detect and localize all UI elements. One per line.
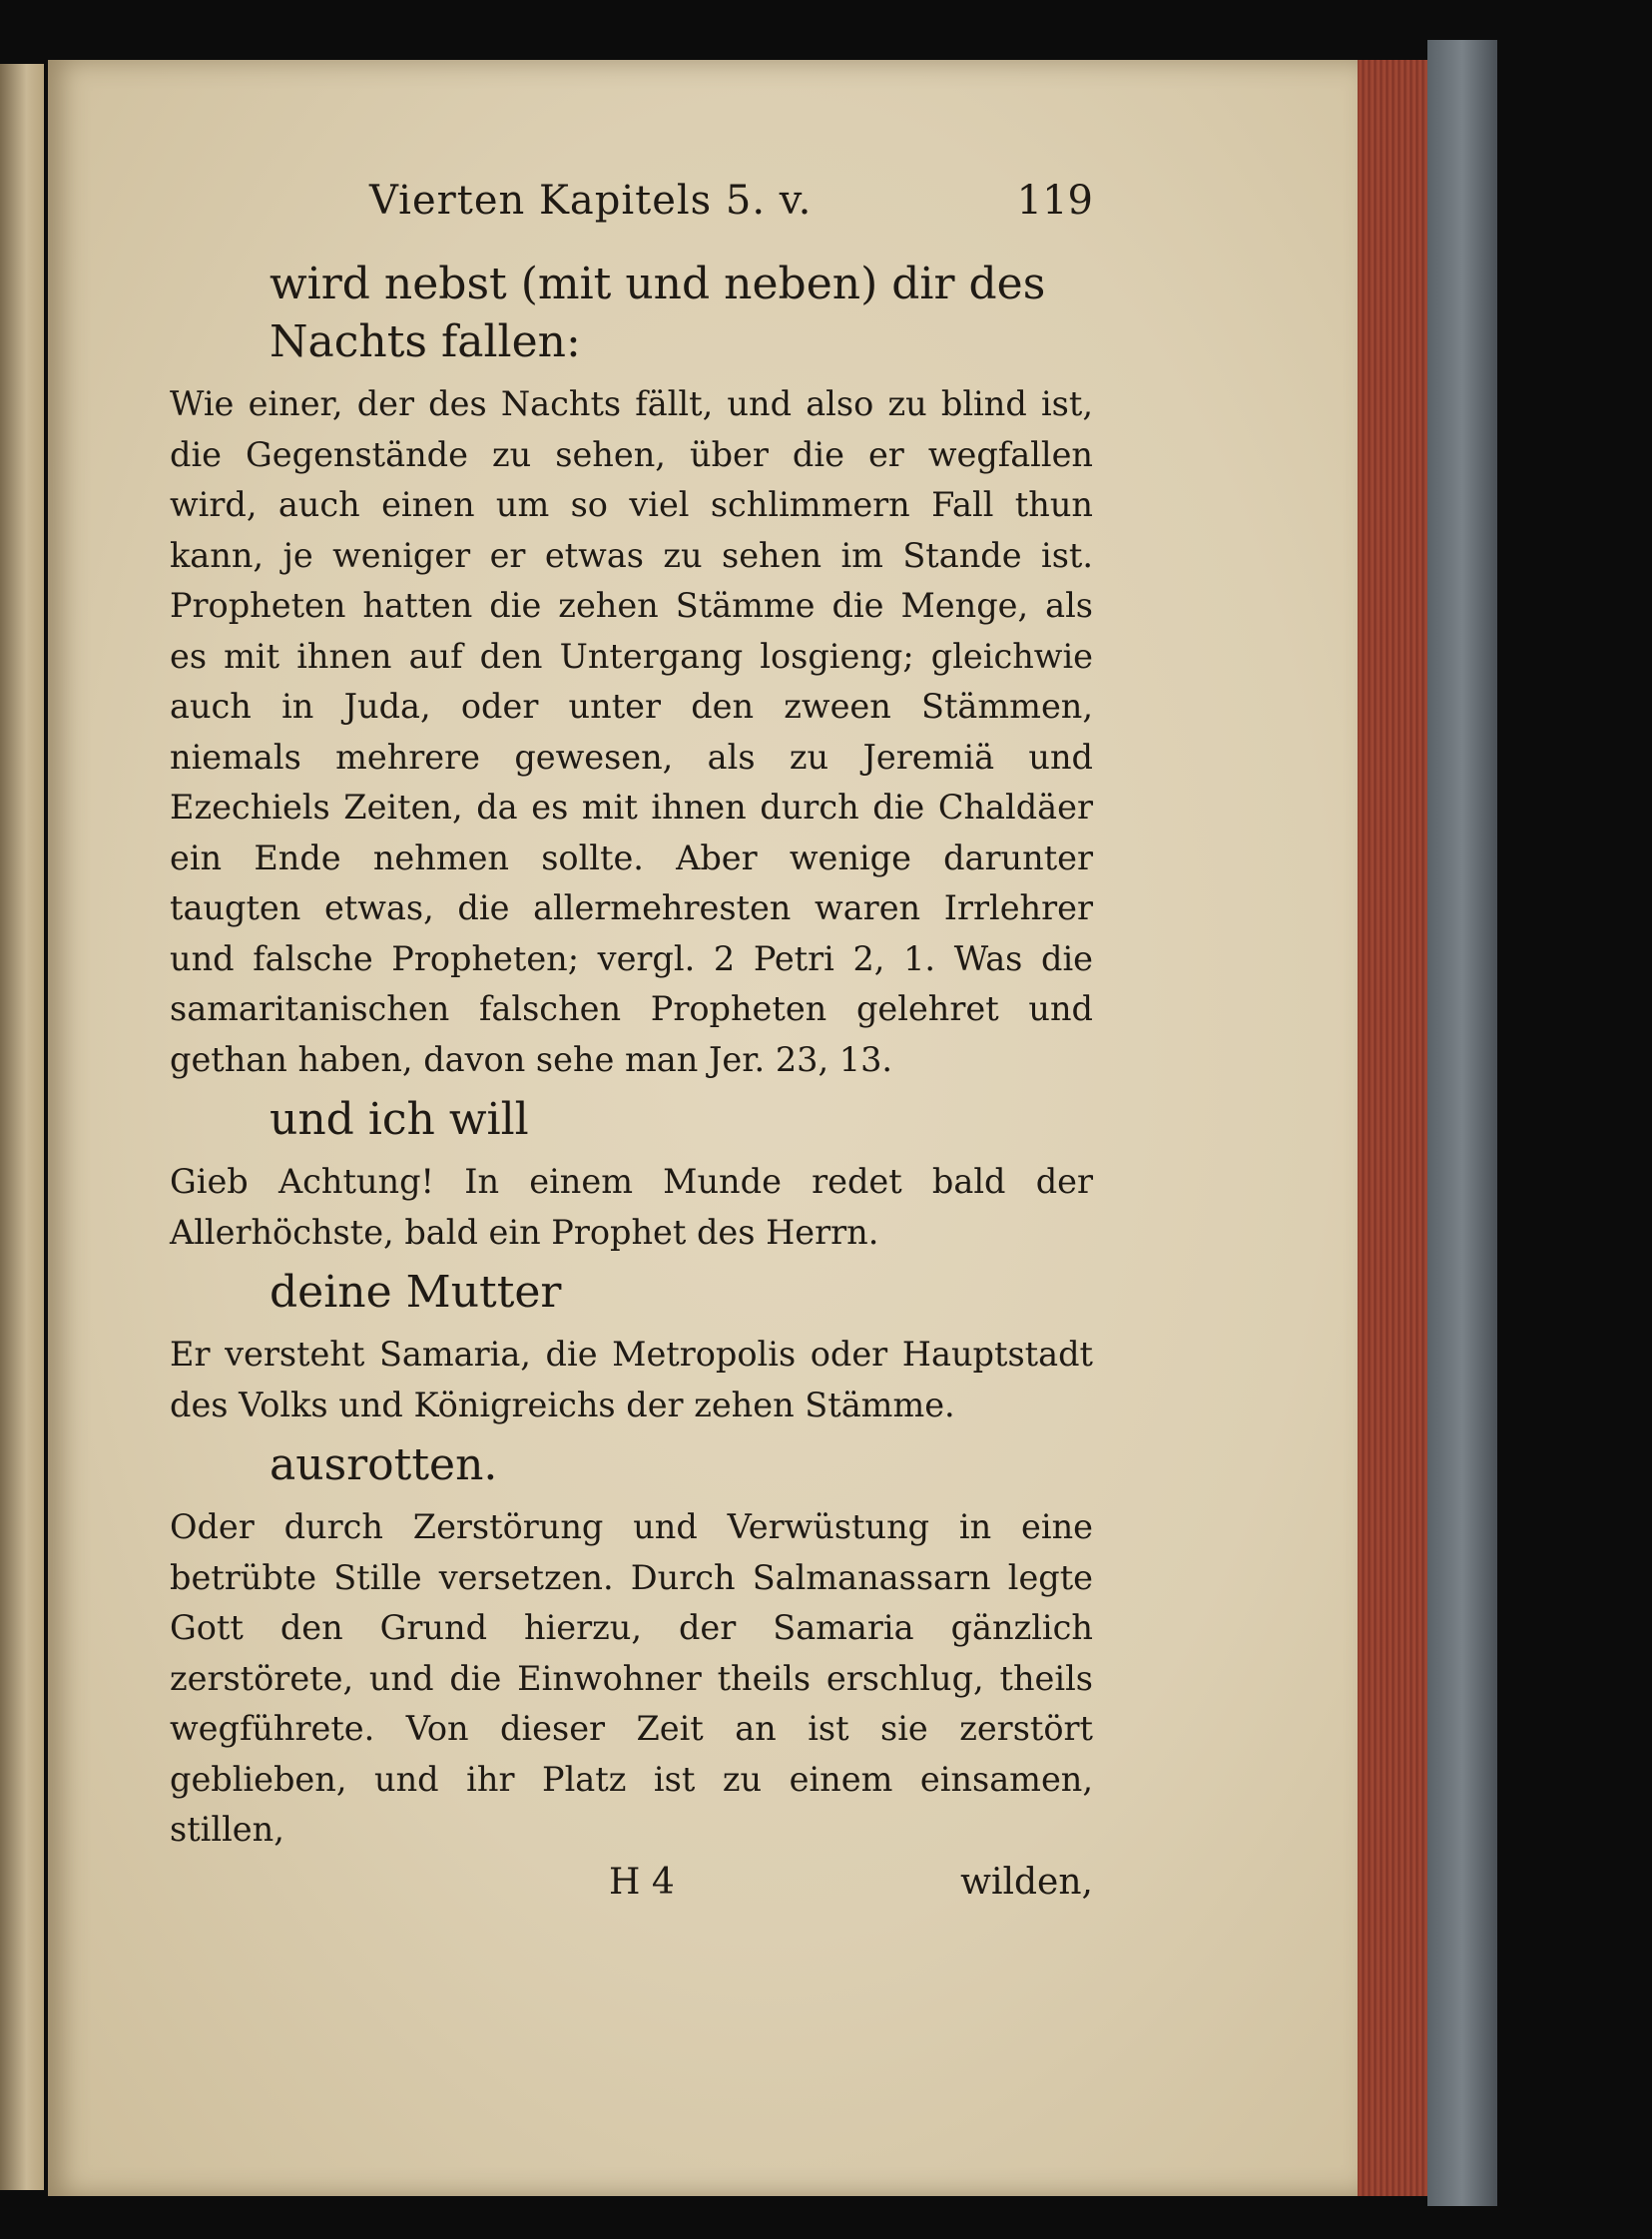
gloss-paragraph: Er versteht Samaria, die Metropolis oder Hauptstadt des Volks und Königreichs der zehen Stämme. — [170, 1335, 1093, 1424]
red-fore-edge — [1358, 60, 1427, 2196]
previous-page-edge — [0, 64, 44, 2190]
gloss-paragraph: Oder durch Zerstörung und Verwüstung in eine betrübte Stille versetzen. Durch Salmanassarn legte Gott den Grund hierzu, der Samaria gänzlich zerstörete, und die Einwohner theils erschlug, theils wegführete. Von dieser Zeit an ist sie zerstört geblieben, und ihr Platz ist zu einem einsamen, stillen, — [170, 1507, 1093, 1849]
catchword: wilden, — [960, 1861, 1093, 1903]
running-head-title: Vierten Kapitels 5. v. — [369, 178, 813, 224]
book-cover-board — [1427, 40, 1497, 2206]
signature-mark: H 4 — [609, 1861, 675, 1903]
running-head — [170, 178, 1093, 250]
lemma: deine Mutter — [270, 1267, 562, 1318]
page-number: 119 — [1016, 178, 1093, 224]
page-footer — [170, 1862, 1093, 1903]
gloss-paragraph: Gieb Achtung! In einem Munde redet bald der Allerhöchste, bald ein Prophet des Herrn. — [170, 1162, 1093, 1252]
lemma: wird nebst (mit und neben) dir des Nachts fallen: — [270, 259, 1046, 367]
lemma: und ich will — [270, 1094, 529, 1145]
page-text — [170, 178, 1093, 1903]
lemma: ausrotten. — [270, 1439, 498, 1490]
gloss-paragraph: Wie einer, der des Nachts fällt, und also zu blind ist, die Gegenstände zu sehen, über die er wegfallen wird, auch einen um so viel schlimmern Fall thun kann, je weniger er etwas zu sehen im Stande ist. Propheten hatten die zehen Stämme die Menge, als es mit ihnen auf den Untergang losgieng; gleichwie auch in Juda, oder unter den zween Stämmen, niemals mehrere gewesen, als zu Jeremiä und Ezechiels Zeiten, da es mit ihnen durch die Chaldäer ein Ende nehmen sollte. Aber wenige darunter taugten etwas, die allermehresten waren Irrlehrer und falsche Propheten; vergl. 2 Petri 2, 1. Was die samaritanischen falschen Propheten gelehret und gethan haben, davon sehe man Jer. 23, 13. — [170, 384, 1093, 1079]
